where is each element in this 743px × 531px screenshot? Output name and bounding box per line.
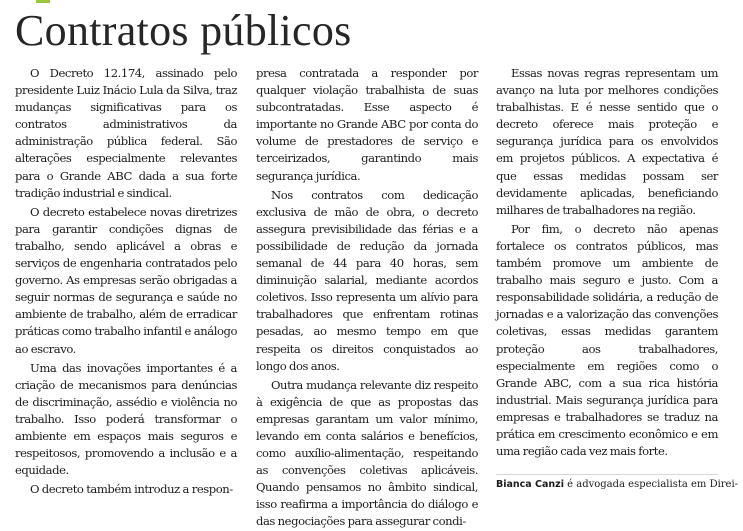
author-bio — [496, 479, 739, 491]
article-column-1 — [15, 65, 237, 497]
paragraph: O Decreto 12.174, assinado pelo presidente Luiz Inácio Lula da Silva, traz mudanças significativas para os contratos administrativos da administração pública federal. São alterações especialmente relevantes para o Grande ABC dada a sua forte tradição industrial e sindical. — [15, 66, 237, 200]
article-title: Contratos públicos — [15, 6, 352, 55]
paragraph: presa contratada a responder por qualquer violação trabalhista de suas subcontratadas. Esse aspecto é importante no Grande ABC por conta do volume de prestadores de serviço e terceirizados, garantindo mais segurança jurídica. — [256, 66, 478, 183]
author-bio-text: é advogada especialista em Direi- — [563, 479, 739, 490]
article-column-3 — [496, 65, 718, 487]
author-name: Bianca Canzi — [496, 479, 564, 490]
paragraph: Outra mudança relevante diz respeito à exigência de que as propostas das empresas garantam um valor mínimo, levando em conta salários e benefícios, como auxílio-alimentação, respeitando as convenções coletivas aplicáveis. Quando pensamos no âmbito sindical, isso reafirma a importância do diálogo e das negociações para assegurar condi- — [256, 377, 478, 529]
paragraph: O decreto também introduz a respon- — [30, 482, 233, 497]
paragraph: Essas novas regras representam um avanço na luta por melhores condições trabalhistas. E é nesse sentido que o decreto oferece mais proteção e segurança jurídica para os envolvidos em projetos públicos. A expectativa é que essas medidas possam ser devidamente aplicadas, beneficiando milhares de trabalhadores na região. — [496, 66, 718, 217]
paragraph: Nos contratos com dedicação exclusiva de mão de obra, o decreto assegura previsibilidade das férias e a possibilidade de redução da jornada semanal de 44 para 40 horas, sem diminuição salarial, mediante acordos coletivos. Isso representa um alívio para trabalhadores que enfrentam rotinas pesadas, ao mesmo tempo em que respeita os direitos conquistados ao longo dos anos. — [256, 187, 478, 373]
section-accent-mark — [36, 0, 50, 3]
bio-divider — [496, 474, 718, 475]
paragraph: Por fim, o decreto não apenas fortalece os contratos públicos, mas também promove um ambiente de trabalho mais seguro e justo. Com a responsabilidade solidária, a redução de jornadas e a valorização das convenções coletivas, essas medidas garantem proteção aos trabalhadores, especialmente em regiões como o Grande ABC, com a sua rica história industrial. Mais segurança jurídica para empresas e trabalhadores se traduz na prática em crescimento econômico e em uma região cada vez mais forte. — [496, 221, 718, 459]
article-column-2 — [256, 65, 478, 529]
paragraph: O decreto estabelece novas diretrizes para garantir condições dignas de trabalho, sendo aplicável a obras e serviços de engenharia contratados pelo governo. As empresas serão obrigadas a seguir normas de segurança e saúde no ambiente de trabalho, além de erradicar práticas como trabalho infantil e análogo ao escravo. — [15, 204, 237, 356]
paragraph: Uma das inovações importantes é a criação de mecanismos para denúncias de discriminação, assédio e violência no trabalho. Isso poderá transformar o ambiente em espaços mais seguros e respeitosos, promovendo a inclusão e a equidade. — [15, 360, 237, 478]
